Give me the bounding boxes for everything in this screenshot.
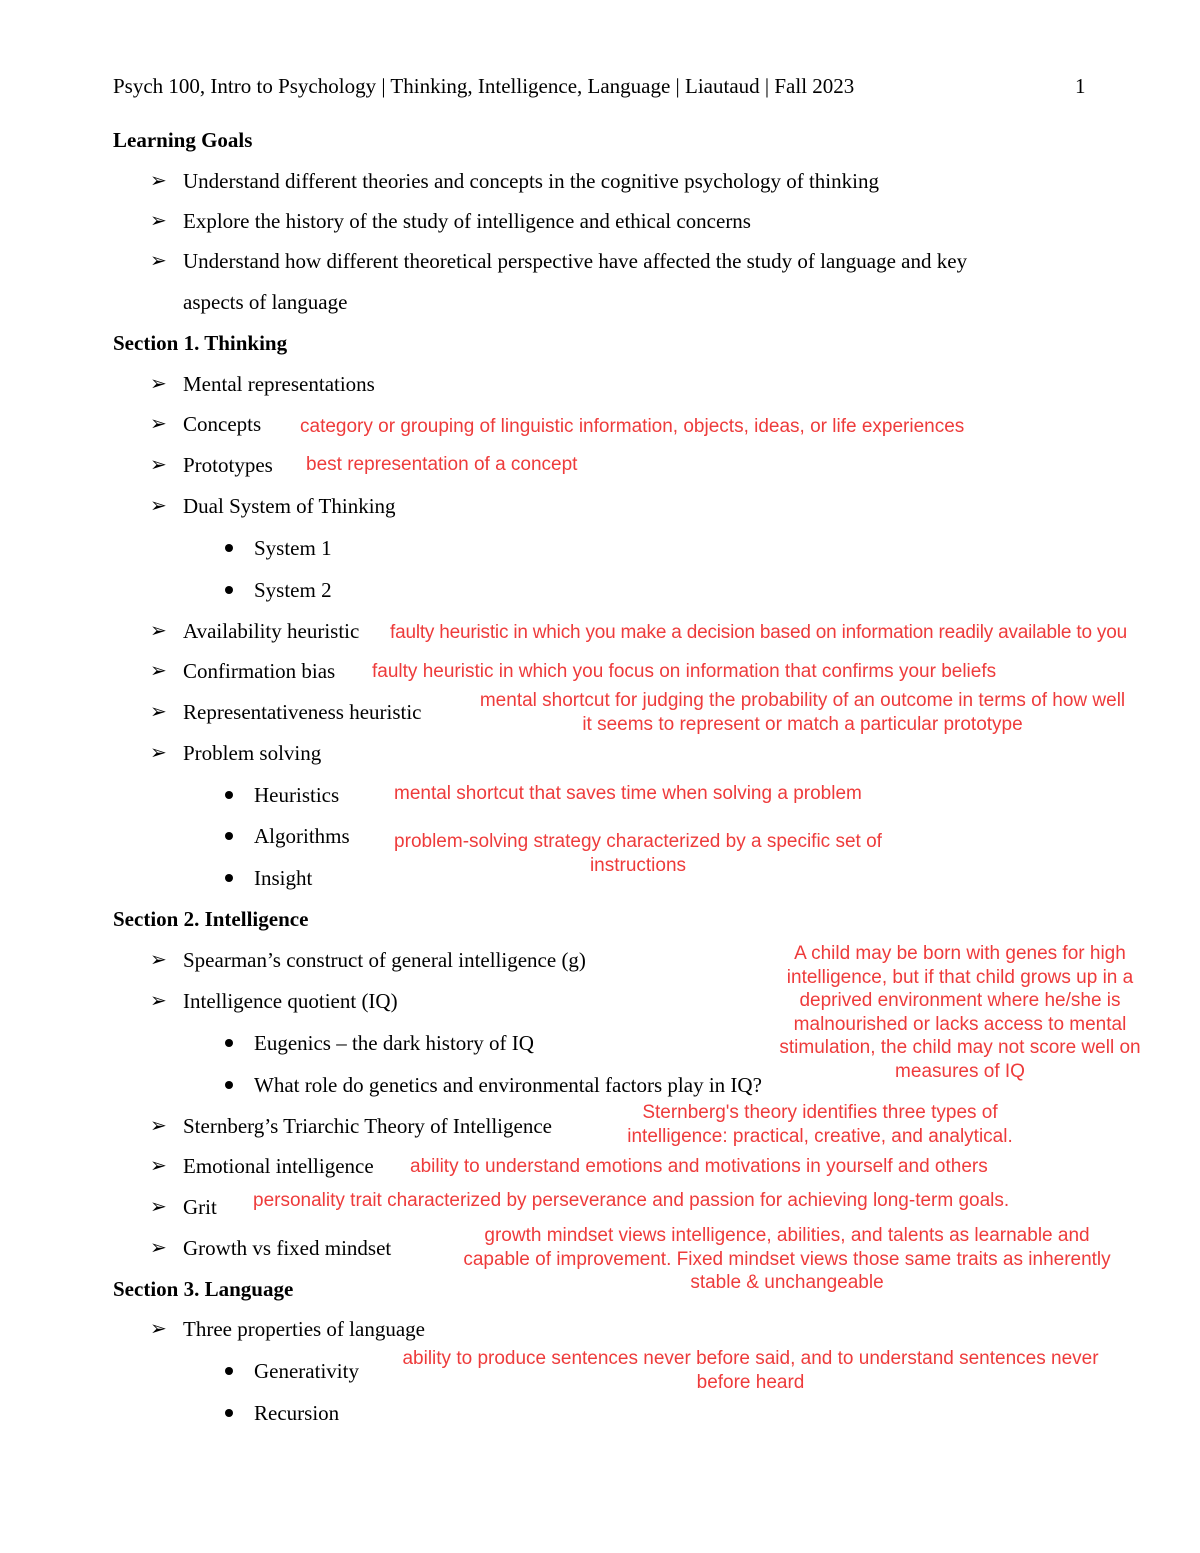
round-bullet-icon [225, 1367, 233, 1375]
term-representativeness-heuristic: Representativeness heuristic [183, 700, 422, 724]
round-bullet-icon [225, 1081, 233, 1089]
arrowhead-bullet-icon: ➢ [150, 742, 167, 764]
page-header-title: Psych 100, Intro to Psychology | Thinking, Intelligence, Language | Liautaud | Fall 2023 [113, 74, 855, 98]
note-line: intelligence: practical, creative, and analytical. [627, 1125, 1013, 1147]
arrowhead-bullet-icon: ➢ [150, 250, 167, 272]
note-line: capable of improvement. Fixed mindset views those same traits as inherently [463, 1248, 1111, 1270]
note-representativeness [450, 689, 1155, 736]
section-2-heading: Section 2. Intelligence [113, 907, 309, 931]
arrowhead-bullet-icon: ➢ [150, 701, 167, 723]
term-problem-solving: Problem solving [183, 741, 322, 765]
note-line: mental shortcut for judging the probability of an outcome in terms of how well [479, 690, 1126, 711]
note-emotional: ability to understand emotions and motivations in yourself and others [410, 1156, 988, 1177]
note-line: malnourished or lacks access to mental [793, 1013, 1127, 1035]
goal-item: Explore the history of the study of intelligence and ethical concerns [183, 209, 751, 233]
note-heuristics: mental shortcut that saves time when solving a problem [394, 783, 862, 804]
round-bullet-icon [225, 1039, 233, 1047]
note-line: stimulation, the child may not score well on [779, 1037, 1141, 1058]
term-prototypes: Prototypes [183, 453, 273, 477]
section-3-heading: Section 3. Language [113, 1277, 294, 1301]
term-three-properties: Three properties of language [183, 1317, 425, 1341]
page-number: 1 [1075, 74, 1086, 98]
term-recursion: Recursion [254, 1401, 340, 1425]
note-concepts: category or grouping of linguistic information, objects, ideas, or life experiences [300, 416, 965, 437]
arrowhead-bullet-icon: ➢ [150, 1155, 167, 1177]
note-line: it seems to represent or match a particular prototype [582, 713, 1023, 735]
term-emotional-intelligence: Emotional intelligence [183, 1154, 374, 1178]
section-1-heading: Section 1. Thinking [113, 331, 288, 355]
arrowhead-bullet-icon: ➢ [150, 1196, 167, 1218]
arrowhead-bullet-icon: ➢ [150, 1237, 167, 1259]
note-generativity [378, 1347, 1123, 1394]
goal-item: Understand how different theoretical perspective have affected the study of language and key [183, 249, 968, 273]
note-grit: personality trait characterized by perseverance and passion for achieving long-term goals. [253, 1190, 1010, 1211]
goal-item-continuation: aspects of language [183, 290, 348, 314]
note-genes-environment [755, 942, 1165, 1083]
arrowhead-bullet-icon: ➢ [150, 495, 167, 517]
term-growth-mindset: Growth vs fixed mindset [183, 1236, 392, 1260]
round-bullet-icon [225, 832, 233, 840]
term-concepts: Concepts [183, 412, 262, 436]
round-bullet-icon [225, 874, 233, 882]
term-iq: Intelligence quotient (IQ) [183, 989, 398, 1013]
note-sternberg [605, 1101, 1035, 1148]
note-algorithms [378, 830, 898, 877]
note-line: intelligence, but if that child grows up in a [786, 966, 1134, 988]
note-growth-mindset [437, 1224, 1137, 1295]
arrowhead-bullet-icon: ➢ [150, 1115, 167, 1137]
round-bullet-icon [225, 544, 233, 552]
note-line: deprived environment where he/she is [799, 990, 1121, 1011]
term-generativity: Generativity [254, 1359, 359, 1383]
term-algorithms: Algorithms [254, 824, 350, 848]
note-line: instructions [589, 854, 687, 876]
arrowhead-bullet-icon: ➢ [150, 620, 167, 642]
note-line: growth mindset views intelligence, abilities, and talents as learnable and [484, 1225, 1090, 1246]
note-line: A child may be born with genes for high [794, 943, 1126, 964]
note-line: measures of IQ [895, 1060, 1025, 1082]
term-sternberg: Sternberg’s Triarchic Theory of Intelligence [183, 1114, 552, 1138]
term-genetics-environment: What role do genetics and environmental factors play in IQ? [254, 1073, 762, 1097]
term-dual-system: Dual System of Thinking [183, 494, 396, 518]
note-confirmation: faulty heuristic in which you focus on information that confirms your beliefs [372, 661, 997, 682]
learning-goals-heading: Learning Goals [113, 128, 253, 152]
note-prototypes: best representation of a concept [306, 454, 578, 475]
term-system-2: System 2 [254, 578, 332, 602]
note-line: ability to produce sentences never before said, and to understand sentences never [402, 1348, 1099, 1369]
goal-item: Understand different theories and concepts in the cognitive psychology of thinking [183, 169, 879, 193]
round-bullet-icon [225, 791, 233, 799]
term-grit: Grit [183, 1195, 217, 1219]
term-confirmation-bias: Confirmation bias [183, 659, 336, 683]
round-bullet-icon [225, 1409, 233, 1417]
arrowhead-bullet-icon: ➢ [150, 949, 167, 971]
term-eugenics: Eugenics – the dark history of IQ [254, 1031, 534, 1055]
term-spearman: Spearman’s construct of general intelligence (g) [183, 948, 586, 972]
term-availability-heuristic: Availability heuristic [183, 619, 360, 643]
note-line: before heard [696, 1371, 805, 1393]
term-insight: Insight [254, 866, 313, 890]
note-line: Sternberg's theory identifies three types of [642, 1102, 998, 1123]
arrowhead-bullet-icon: ➢ [150, 170, 167, 192]
term-heuristics: Heuristics [254, 783, 340, 807]
term-system-1: System 1 [254, 536, 332, 560]
arrowhead-bullet-icon: ➢ [150, 413, 167, 435]
arrowhead-bullet-icon: ➢ [150, 454, 167, 476]
arrowhead-bullet-icon: ➢ [150, 660, 167, 682]
round-bullet-icon [225, 586, 233, 594]
arrowhead-bullet-icon: ➢ [150, 1318, 167, 1340]
arrowhead-bullet-icon: ➢ [150, 990, 167, 1012]
note-line: problem-solving strategy characterized by a specific set of [394, 831, 882, 852]
arrowhead-bullet-icon: ➢ [150, 210, 167, 232]
arrowhead-bullet-icon: ➢ [150, 373, 167, 395]
note-availability: faulty heuristic in which you make a decision based on information readily available to you [390, 622, 1127, 643]
term-mental-representations: Mental representations [183, 372, 375, 396]
note-line: stable & unchangeable [690, 1272, 884, 1293]
